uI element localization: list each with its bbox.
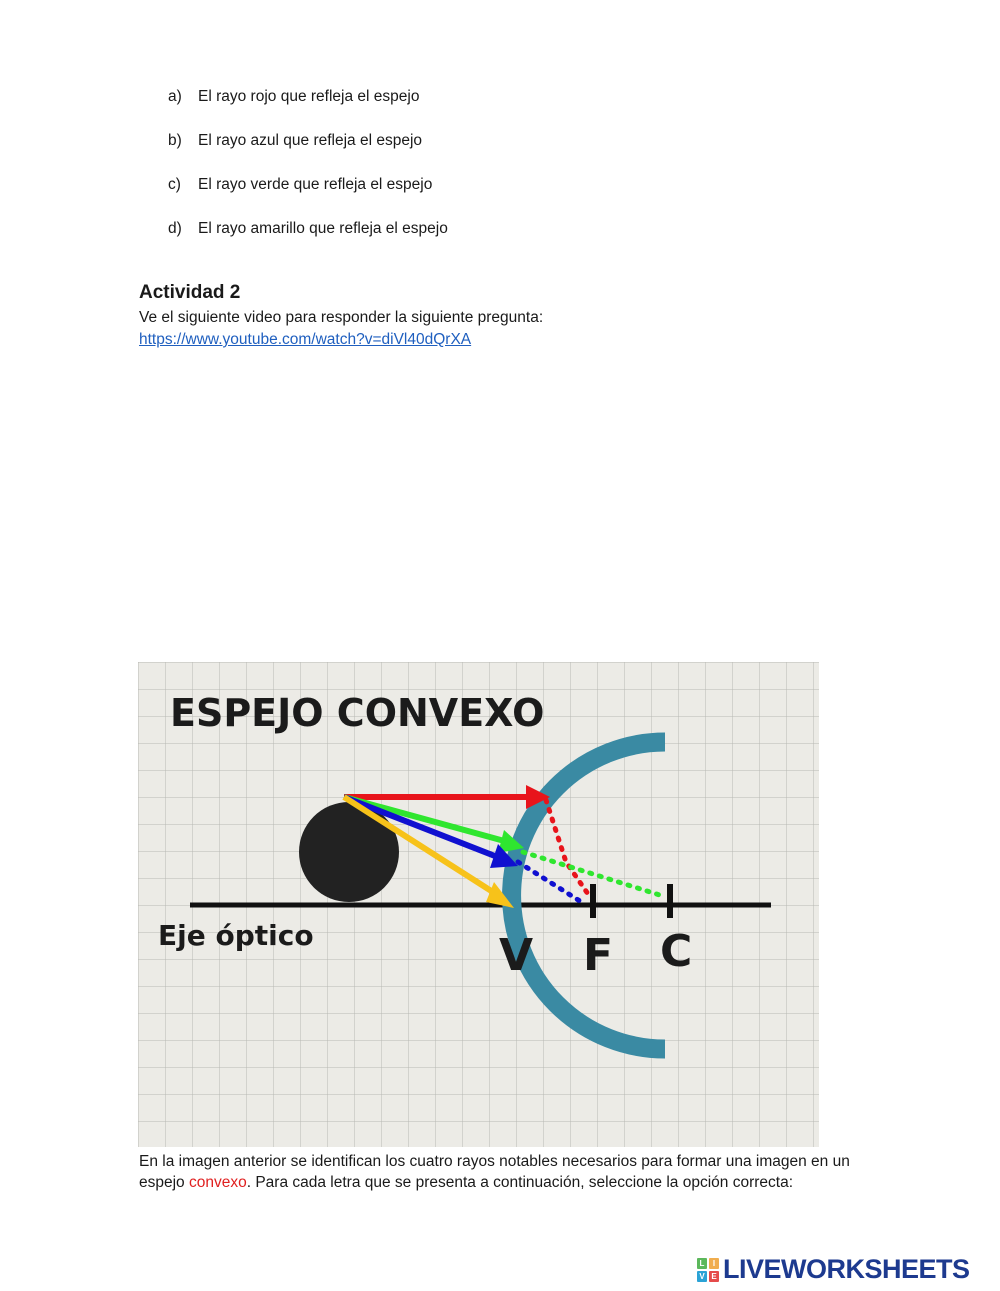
option-text: El rayo azul que refleja el espejo [198, 132, 423, 149]
center-label: C [660, 926, 693, 977]
caption-text-start: En la imagen anterior se identifican los cuatro rayos notables necesarios para formar una imagen en un espejo [139, 1153, 850, 1191]
convex-mirror-figure [138, 662, 819, 1147]
option-c [168, 176, 448, 220]
option-b [168, 132, 448, 176]
liveworksheets-logo [697, 1254, 970, 1285]
caption-text-end: . Para cada letra que se presenta a continuación, seleccione la opción correcta: [246, 1174, 793, 1191]
option-letter: d) [168, 220, 182, 237]
optical-axis-label: Eje óptico [158, 919, 314, 952]
option-letter: a) [168, 88, 182, 105]
object-ball [299, 802, 399, 902]
mirror-diagram [138, 662, 819, 1147]
logo-letter: L [697, 1258, 707, 1269]
option-letter: b) [168, 132, 182, 149]
option-text: El rayo amarillo que refleja el espejo [198, 220, 448, 237]
vertex-label: V [499, 930, 534, 981]
option-text: El rayo verde que refleja el espejo [198, 176, 433, 193]
figure-title: ESPEJO CONVEXO [170, 691, 545, 735]
option-a [168, 88, 448, 132]
logo-letter: I [709, 1258, 719, 1269]
option-d [168, 220, 448, 264]
logo-letter: E [709, 1271, 719, 1282]
options-list [168, 88, 448, 264]
activity-heading: Actividad 2 [139, 282, 241, 303]
focus-label: F [583, 930, 614, 981]
video-link[interactable]: https://www.youtube.com/watch?v=diVl40dQrXA [139, 331, 472, 348]
logo-icon [697, 1258, 719, 1282]
logo-text: LIVEWORKSHEETS [723, 1254, 970, 1284]
logo-letter: V [697, 1271, 707, 1282]
caption-highlight: convexo [188, 1174, 247, 1191]
option-text: El rayo rojo que refleja el espejo [198, 88, 420, 105]
option-letter: c) [168, 176, 181, 193]
figure-caption [139, 1151, 879, 1193]
activity-instruction: Ve el siguiente video para responder la siguiente pregunta: [139, 309, 544, 326]
